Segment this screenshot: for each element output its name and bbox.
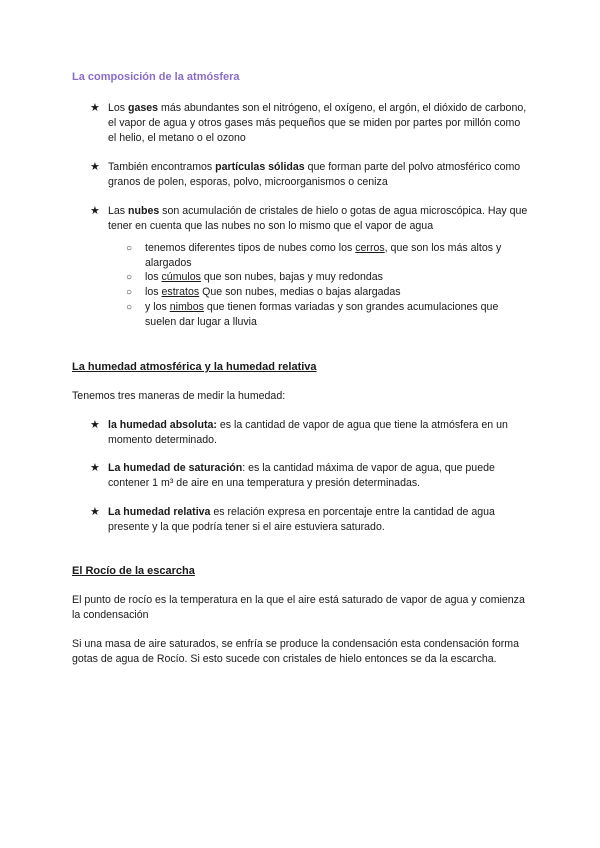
term-nimbos: nimbos: [169, 301, 204, 313]
term-cerros: cerros: [355, 242, 385, 254]
circle-bullet-icon: ○: [126, 302, 133, 313]
term-gases: gases: [128, 102, 159, 114]
list-item-nubes: [90, 204, 530, 234]
section-title-composicion: La composición de la atmósfera: [72, 71, 240, 83]
sublist-item-text: tenemos diferentes tipos de nubes como los cerros, que son los más altos y alargados: [145, 242, 502, 269]
list-item-gases: [90, 101, 530, 146]
sublist-item-estratos: [126, 285, 526, 300]
circle-bullet-icon: ○: [126, 287, 133, 298]
star-bullet-icon: ★: [90, 506, 100, 518]
term-humedad-relativa: La humedad relativa: [108, 506, 211, 518]
star-bullet-icon: ★: [90, 462, 100, 474]
list-item-text: Las nubes son acumulación de cristales de hielo o gotas de agua microscópica. Hay que tener en cuenta que las nubes no son lo mismo que el vapor de agua: [108, 205, 528, 232]
rocio-paragraph-1: El punto de rocío es la temperatura en la que el aire está saturado de vapor de agua y comienza la condensación: [72, 594, 525, 621]
star-bullet-icon: ★: [90, 419, 100, 431]
section-title-humedad: La humedad atmosférica y la humedad relativa: [72, 361, 317, 373]
list-item-humedad-saturacion: [90, 461, 530, 491]
term-humedad-absoluta: la humedad absoluta:: [108, 419, 217, 431]
list-item-text: La humedad de saturación: es la cantidad máxima de vapor de agua, que puede contener 1 m³ de aire en una temperatura y presión determinadas.: [108, 462, 495, 489]
term-estratos: estratos: [161, 286, 200, 298]
term-particulas: partículas sólidas: [215, 161, 305, 173]
list-item-text: Los gases más abundantes son el nitrógeno, el oxígeno, el argón, el dióxido de carbono, el vapor de agua y otros gases más pequeños que se miden por partes por millón como el helio, el metano o el ozono: [108, 102, 527, 144]
circle-bullet-icon: ○: [126, 243, 133, 254]
humedad-intro: Tenemos tres maneras de medir la humedad:: [72, 390, 286, 402]
term-humedad-saturacion: La humedad de saturación: [108, 462, 243, 474]
sublist-item-nimbos: [126, 300, 526, 330]
term-nubes: nubes: [128, 205, 160, 217]
star-bullet-icon: ★: [90, 205, 100, 217]
sublist-item-text: los estratos Que son nubes, medias o bajas alargadas: [145, 286, 401, 298]
list-item-particulas: [90, 160, 530, 190]
list-item-text: También encontramos partículas sólidas que forman parte del polvo atmosférico como granos de polen, esporas, polvo, microorganismos o ceniza: [108, 161, 521, 188]
rocio-paragraph-2: Si una masa de aire saturados, se enfría se produce la condensación esta condensación forma gotas de agua de Rocío. Si esto sucede con cristales de hielo entonces se da la escarcha.: [72, 638, 519, 665]
section-title-rocio: El Rocío de la escarcha: [72, 565, 195, 577]
circle-bullet-icon: ○: [126, 272, 133, 283]
list-item-humedad-relativa: [90, 505, 530, 535]
sublist-item-text: y los nimbos que tienen formas variadas y son grandes acumulaciones que suelen dar lugar a lluvia: [145, 301, 499, 328]
sublist-item-cumulos: [126, 270, 526, 285]
star-bullet-icon: ★: [90, 102, 100, 114]
star-bullet-icon: ★: [90, 161, 100, 173]
term-cumulos: cúmulos: [161, 271, 201, 283]
list-item-humedad-absoluta: [90, 418, 530, 448]
sublist-item-cerros: [126, 241, 526, 271]
sublist-item-text: los cúmulos que son nubes, bajas y muy redondas: [145, 271, 383, 283]
list-item-text: La humedad relativa es relación expresa en porcentaje entre la cantidad de agua presente y la que podría tener si el aire estuviera saturado.: [108, 506, 495, 533]
list-item-text: la humedad absoluta: es la cantidad de vapor de agua que tiene la atmósfera en un momento determinado.: [108, 419, 508, 446]
